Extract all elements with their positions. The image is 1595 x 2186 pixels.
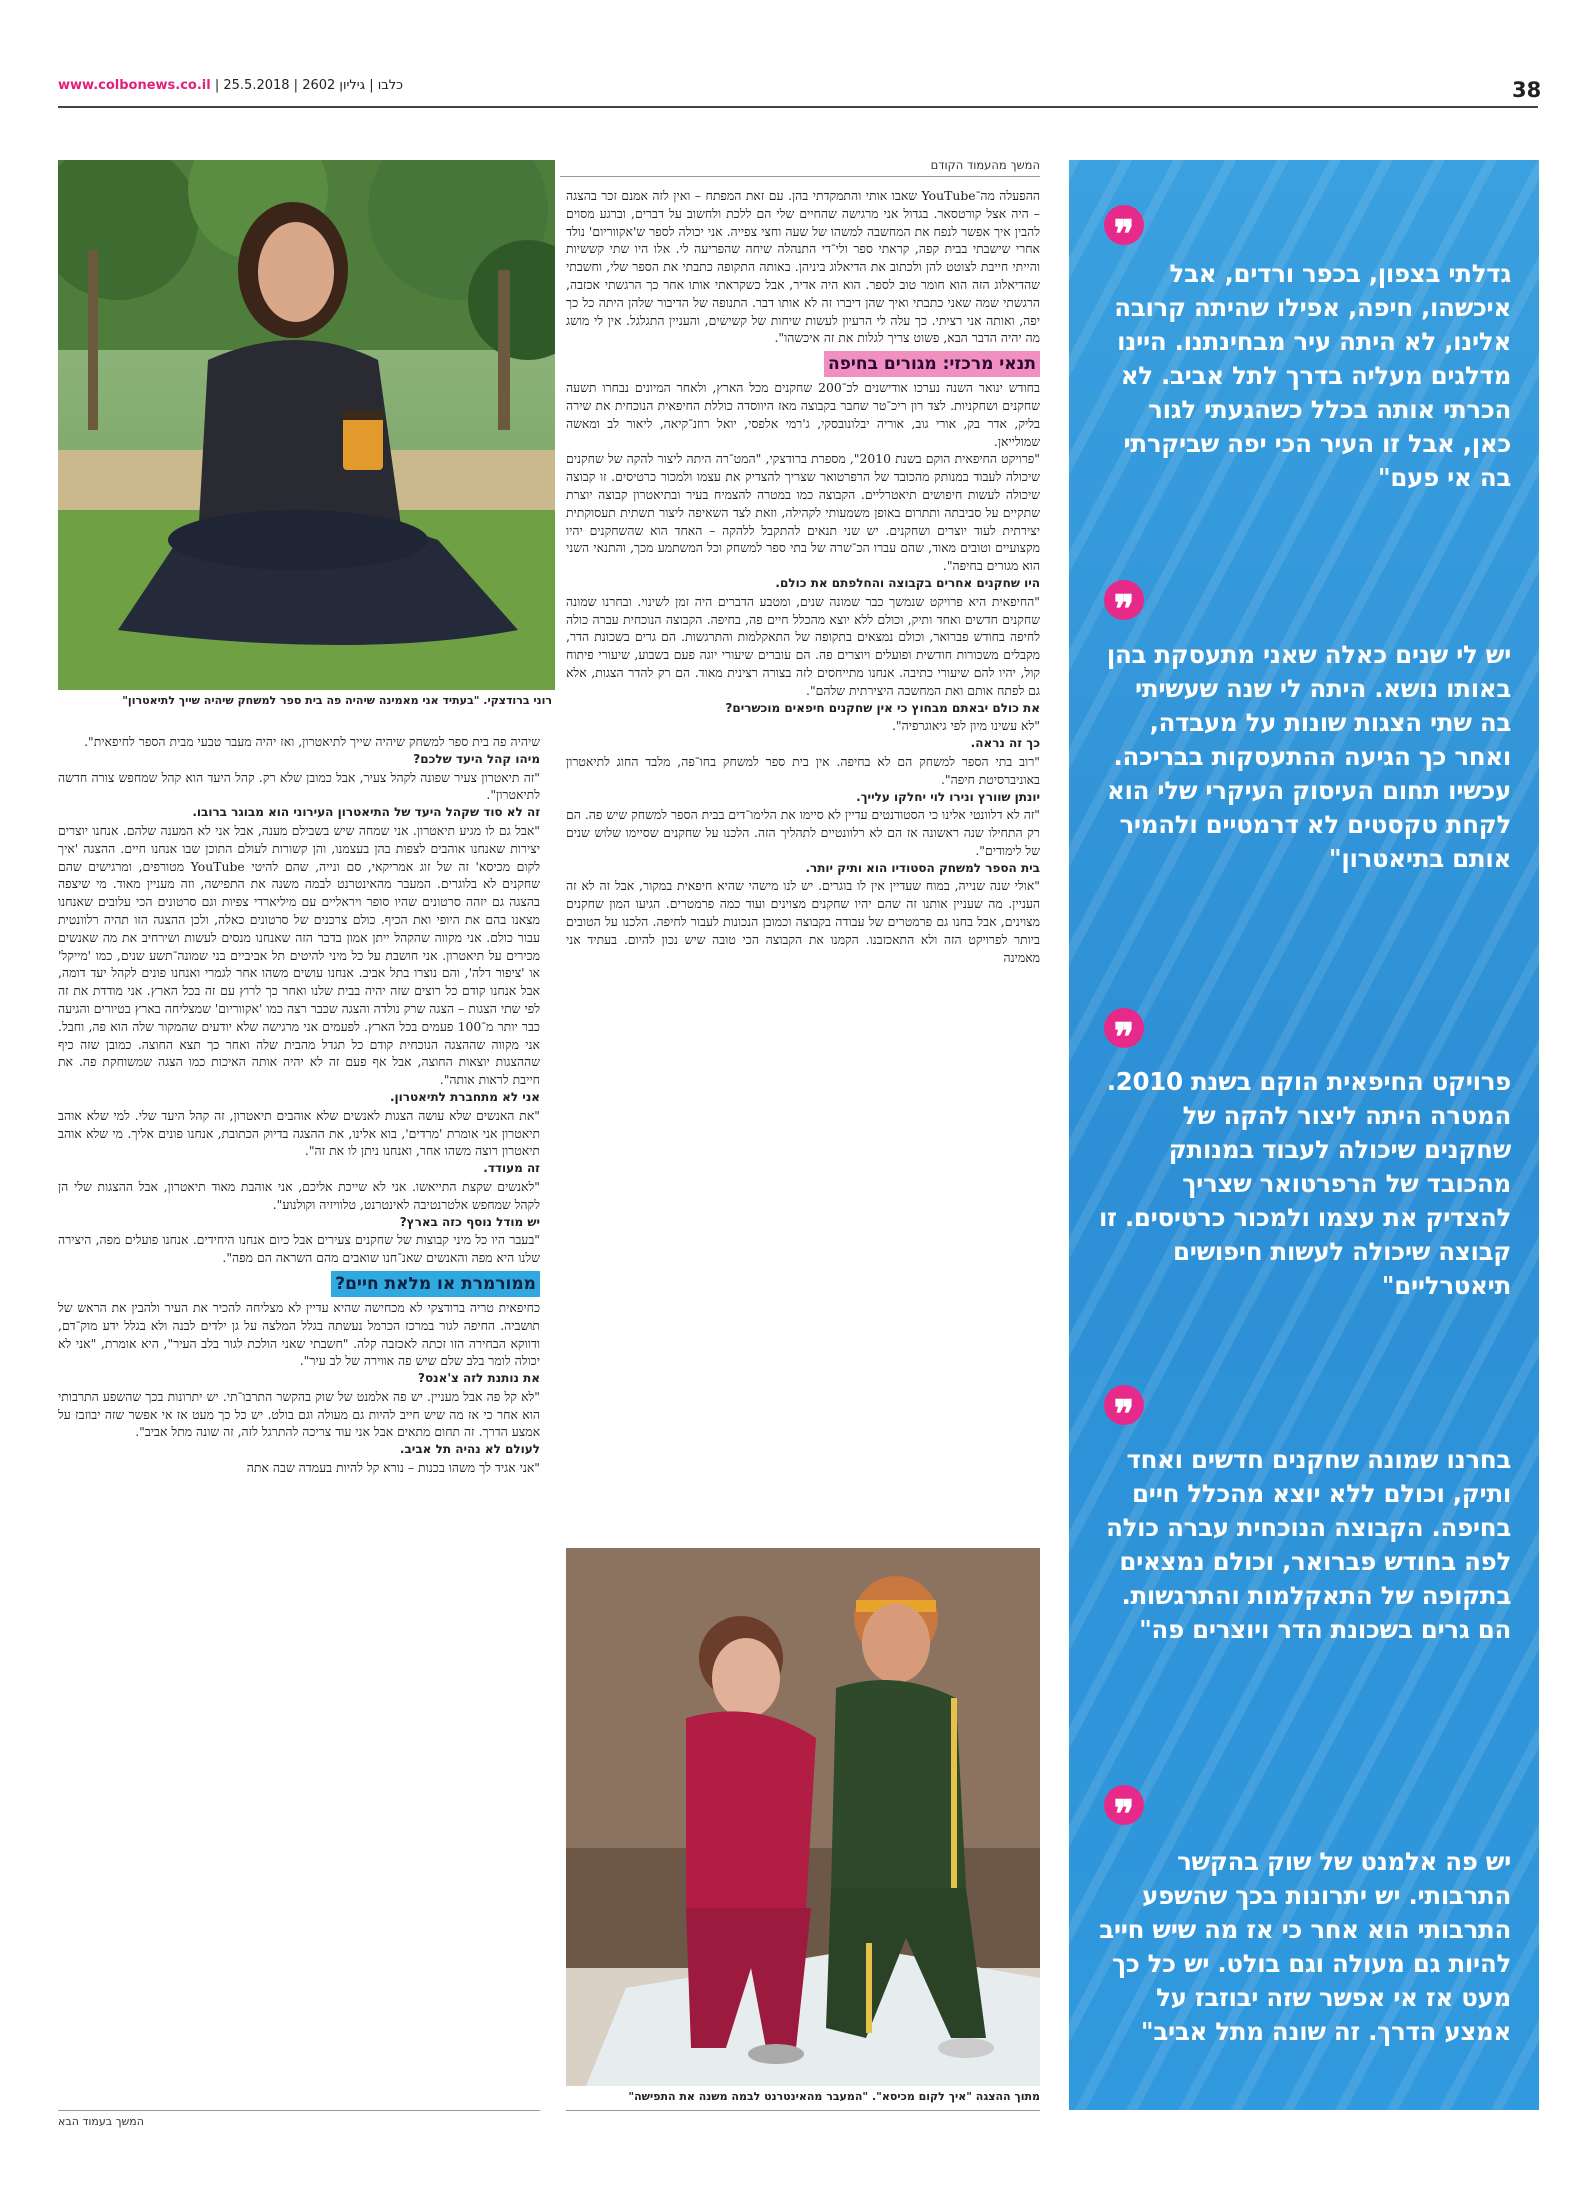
paragraph: "לא עשינו מיון לפי גיאוגרפיה". (891, 718, 1040, 734)
interview-question: כך זה נראה. (970, 736, 1040, 751)
paragraph: כחיפאית טריה ברודצקי לא מכחישה שהיא עדיין לא מצליחה להכיר את העיר ולהבין את הראש של תושביה. החיפה לגור במרכז הכרמל נעשתה בגלל המלצה על גן ילדים לבנה ולא בגלל ידע מוק־דם, ודווקא הבחירה הזו זכתה לאכזבה קלה. "חשבתי שאני הולכת לגור בלב העיר", היא אומרת, "אני לא יכולה לומר בלב שלם שיש פה אווירה של לב עיר". (58, 1299, 540, 1369)
quote-mark-icon: ❞ (1104, 580, 1144, 620)
page-number: 38 (1512, 78, 1542, 102)
play-photo (566, 1548, 1040, 2086)
photo2-caption: מתוך ההצגה "איך לקום מכיסא". "המעבר מהאינטרנט לבמה משנה את התפישה" (628, 2090, 1040, 2103)
interview-question: מיהו קהל היעד שלכם? (413, 751, 540, 766)
paragraph: ההפעלה מה־YouTube שאבו אותי והתמקדתי בהן. עם זאת המפתח – ואין לזה אמנם זכר בהצגה – היה אצל קורטסאר. בגדול אני מרגישה שהחיים שלי הם ללכת ולחשוב על דברים, וברגע מסוים להבין איך אפשר לנפח את המחשבה למשהו של שעה וחצי צפייה. אני יכולה לספר ש'אקווריום' נולד אחרי שישבתי בבית קפה, קראתי ספר ולי־די התנהלה שיחה שהפריעה לי. אלו היו שתי קששיות והייתי חייבת לצוטט להן ולכתוב את הדיאלוג ביניהן. באותה התקופה כתבתי את הספר שלי, וחשבתי שהדיאלוג הזה הוא חומר טוב לספר. הוא היה אדיר, אבל כשקראתי אותו אחר כך הרגשתי אכזבה, הרגשתי שמה שאני כתבתי ואיך שהן דיברו זה לא אותו דבר. התנופה של הדיבור שלהן היתה כל כך יפה, ואותה אני רציתי. כך עלה לי הרעיון לעשות שיחות של קשישים, והעניין התגלגל. אין לי מושג מה יהיה הדבר הבא, פשוט צריך לגלות את זה איכשהו". (566, 188, 1040, 346)
interview-question: את נותנת לזה צ'אנס? (418, 1371, 540, 1386)
pull-quote-column (1069, 160, 1539, 2110)
quote-mark-icon: ❞ (1104, 1008, 1144, 1048)
header-rule (58, 106, 1538, 108)
interview-question: יונתן שוורץ ונירו לוי יחלקו עלייך. (856, 789, 1040, 804)
interview-question: את כולם יבאתם מבחוץ כי אין שחקנים חיפאים מוכשרים? (725, 700, 1040, 715)
footer-rule (58, 2110, 540, 2111)
portrait-photo (58, 160, 555, 690)
paragraph: "אבל גם לו מגיע תיאטרון. אני שמחה שיש בשבילם מענה, אבל אני לא המענה שלהם. אנחנו יוצרים יצירות שאנחנו אוהבים לצפות בהן בעצמנו, והן קשורות לעולם התוכן שבו אנחנו חיים. ההצגה 'איך לקום מכיסא' זה של זוג אמריקאי, סם ונייה, שהם להיטי YouTube מטורפים, ומרגישים שהם שחקנים לא בלוגרים. המעבר מהאינטרנט לבמה משנה את התפישה, וזה מעניין מאוד. מי שיצפה בהצגה גם יזהה סרטונים שהיו סופר ויראליים עם מיליארדי צפיות וגם סרטונים הכי עלובים שאנחנו מצאנו בהם את היופי ואת הכיף. כולם צרכנים של סרטונים כאלה, ולכן ההצגה הזו תהיה רלוונטית עבור כולם. אני מקווה שהקהל ייתן אמון בדבר הזה שאנחנו מנסים לעשות ושירחיב את מה שאנשים מכירים על תיאטרון. אני חושבת על כל מיני להיטים תל אביביים בני שמונה־תשע שנים, כמו 'מייקל' או 'ציפור דלה', והם נוצרו בתל אביב. אנחנו עושים משהו אחר לגמרי ואנחנו פונים לקהל יעד דומה, אבל אנחנו קודם כל רוצים שזה יהיה בבית שלנו ואחר כך לרוץ עם זה בכל הארץ. אני מודדת את זה לפי שתי הצגות – הצגה שרק נולדה והצגה שכבר רצה כמו 'אקווריום' שמצליחה בארץ בטיורים והגיעה כבר יותר מ־100 פעמים בכל הארץ. לפעמים אני מרגישה שלא יודעים שהמקור שלה הוא פה, וחבל. אני מקווה שההצגה הנוכחית קודם כל תגדל מהבית שלה ואחר כך תצא החוצה. כמובן שזה כיף שההצגות יוצאות החוצה, אבל אף פעם זה לא יהיה אותה האיכות כמו הצגה שמשוחקת פה. את חייבת לראות אותה". (58, 822, 540, 1088)
pull-quote-1: גדלתי בצפון, בכפר ורדים, אבל איכשהו, חיפה, אפילו שהיתה קרובה אלינו, לא היתה עיר מבחינתנו. היינו מדלגים מעליה בדרך לתל אביב. לא הכרתי אותה בכלל כשהגעתי לגור כאן, אבל זו העיר הכי יפה שביקרתי בה אי פעם" (1114, 259, 1511, 492)
paragraph: "אולי שנה שנייה, במוח שעדיין אין לו בוגרים. יש לנו מישהי שהיא חיפאית במקור, אבל זה לא זה העניין. מה שעניין אותנו זה שהם יהיו שחקנים מצוינים ועוד כמה פרמטרים. הגיעו המון שחקנים מצוינים, אבל בחנו גם פרמטרים של עבודה בקבוצה וכמובן הנכונות לעבור לחיפה. הלכנו על הטובים ביותר לפרויקט הזה ולא התאכזבנו. הקמנו את הקבוצה הכי טובה שיש נכון להיום. בעתיד אני מאמינה (566, 878, 1040, 965)
pull-quote-3: פרויקט החיפאית הוקם בשנת 2010. המטרה היתה ליצור להקה של שחקנים שיכולה לעבוד במנותק מהכובד של הרפרטואר שצריך להצדיק את עצמו ולמכור כרטיסים. זו קבוצה שיכולה לעשות חיפושים תיאטרליים" (1098, 1067, 1511, 1300)
left-column (58, 733, 540, 2103)
interview-question: לעולם לא נהיה תל אביב. (399, 1442, 540, 1457)
continued-next-label: המשך בעמוד הבא (58, 2115, 144, 2128)
paragraph: "לא קל פה אבל מעניין. יש פה אלמנט של שוק בהקשר התרבו־תי. יש יתרונות בכך שהשפע התרבותי הוא אחר כי אז מה שיש חייב להיות גם מעולה וגם בולט. יש כל כך מעט אז אי אפשר שזה יבוזבז על אמצע הדרך. זה תחום מתאים אבל אני עוד צריכה להתרגל לזה, זה שונה מתל אביב". (58, 1388, 540, 1440)
footer-rule-middle (566, 2110, 1040, 2111)
quote-mark-icon: ❞ (1104, 205, 1144, 245)
paragraph: "בעבר היו כל מיני קבוצות של שחקנים צעירים אבל כיום אנחנו היחידים. אנחנו פועלים מפה, היצירה שלנו היא מפה והאנשים שאנ־חנו שואבים מהם השראה הם מפה". (58, 1232, 540, 1266)
middle-column (566, 187, 1040, 1547)
quote-mark-icon: ❞ (1104, 1385, 1144, 1425)
paragraph: "רוב בתי הספר למשחק הם לא בחיפה. אין בית ספר למשחק בחו־פה, מלבד החוג לתיאטרון באוניברסיטת חיפה". (566, 753, 1040, 787)
paragraph: "זה תיאטרון צעיר שפונה לקהל צעיר, אבל כמובן שלא רק. קהל היעד הוא קהל שמחפש צורה חדשה לתיאטרון". (58, 769, 540, 803)
paragraph: "זה לא דלוונטי אלינו כי הסטודנטים עדיין לא סיימו את הלימו־דים בבית הספר למשחק שיש פה. הם רק התחילו שנה ראשונה אז הם לא רלוונטיים לתהליך הזה. הלכנו על שחקנים שסיימו שלוש שנים של לימודים". (566, 807, 1040, 858)
paragraph: "אני אגיד לך משהו בכנות – נורא קל להיות בעמדה שבה אתה (246, 1460, 540, 1476)
quote-mark-icon: ❞ (1104, 1785, 1144, 1825)
issue-meta: | כלבו | גיליון 2602 | 25.5.2018 (214, 78, 404, 93)
interview-question: זה מעודד. (483, 1161, 540, 1176)
paragraph: "פרויקט החיפאית הוקם בשנת 2010", מספרת ברודצקי, "המט־רה היתה ליצור להקה של שחקנים שיכולה לעבוד במנותק מהכובד של הרפרטואר שצריך להצדיק את עצמו ולמכור כרטיסים. זו קבוצה שיכולה לעשות חיפושים תיאטרליים. הקבוצה כמו במטרה להצמיח בעיר ובתיאטרון קבוצה יוצרת שתקיים על סביבתה ותתרום באופן משמעותי לקהילה, וזאת לצד השאיפה ליצור תשתית תעסוקתית יצירתית לעוד יוצרים ושחקנים. יש שני תנאים להתקבל ללהקה – האחד הוא שהשחקנים יהיו מקצועיים וטובים מאוד, שהם עברו הכ־שרה של בתי ספר למשחק וכל המשתמע מכך, והתנאי השני הוא מגורים בחיפה". (566, 451, 1040, 574)
paragraph: "את האנשים שלא עושה הצגות לאנשים שלא אוהבים תיאטרון, זה קהל היעד שלי. למי שלא אוהב תיאטרון אני אומרת 'מרדים', בוא אלינו, את ההצגה בדיוק הכתובת, אנחנו פונים אליך. מי שלא אוהב תיאטרון רוצה משהו אחר, ואנחנו ניתן לו את זה". (58, 1107, 540, 1159)
continued-from-label: המשך מהעמוד הקודם (560, 158, 1040, 177)
interview-question: בית הספר למשחק הסטודיו הוא ותיק יותר. (805, 860, 1040, 875)
pull-quote-4: בחרנו שמונה שחקנים חדשים ואחד ותיק, וכולם ללא יוצא מהכלל חיים בחיפה. הקבוצה הנוכחית עברה כולה לפה בחודש פברואר, וכולם נמצאים בתקופה של התאקלמות והתרגשות. הם גרים בשכונת הדר ויוצרים פה" (1106, 1445, 1511, 1644)
interview-question: היו שחקנים אחרים בקבוצה והחלפתם את כולם. (775, 575, 1040, 590)
site-url[interactable]: www.colbonews.co.il (58, 78, 211, 93)
interview-question: אני לא מתחברת לתיאטרון. (390, 1089, 540, 1104)
paragraph: בחודש ינואר השנה נערכו אודישנים לכ־200 שחקנים מכל הארץ, ולאחר המיונים נבחרו תשעה שחקנים ושחקניות. לצד רון ריכ־טר שחבר בקבוצה מאז היווסדה כוללת החיפאית הנוכחית את שירה בליק, אדר בק, אורי גוב, אוריה יבלונובסקי, ג'רמי אלפסי, יואל רוזנ־קיאה, ליאור לב ומאשה שמולייאן. (566, 380, 1040, 449)
paragraph: "לאנשים שקצת התייאשו. אני לא שייכת אליכם, אני אוהבת מאוד תיאטרון, אבל ההצגות שלי הן לקהל שמחפש אלטרנטיבה לאינטרנט, טלוויזיה וקולנוע". (58, 1178, 540, 1212)
pull-quote-5: יש פה אלמנט של שוק בהקשר התרבותי. יש יתרונות בכך שהשפע התרבותי הוא אחר כי אז מה שיש חייב להיות גם מעולה וגם בולט. יש כל כך מעט אז אי אפשר שזה יבוזבז על אמצע הדרך. זה שונה מתל אביב" (1099, 1847, 1511, 2046)
pull-quote-2: יש לי שנים כאלה שאני מתעסקת בהן באותו נושא. היתה לי שנה שעשיתי בה שתי הצגות שונות על מעבדה, ואחר כך הגיעה ההתעסקות בבריכה. עכשיו תחום העיסוק העיקרי שלי הוא לקחת טקסטים לא דרמטיים ולהמיר אותם בתיאטרון" (1106, 640, 1511, 873)
subheading-embittered: ממורמרת או מלאת חיים? (331, 1271, 540, 1297)
paragraph: "החיפאית היא פרויקט שנמשך כבר שמונה שנים, ומטבע הדברים היה זמן לשינוי. ובחרנו שמונה שחקנים חדשים ואחד ותיק, וכולם ללא יוצא מהכלל חיים פה, בחיפה. הקבוצה הנוכחית עברה כולה לחיפה בחודש פברואר, וכולם נמצאים בתקופה של התאקלמות והתרגשות. הם גרים בשכונת הדר, מקבלים משכורות חודשית ופועלים ויוצרים פה. הם עוברים שיעורי יוגה פעם בשבוע, שיעורי פיתוח קול, יהיו להם שיעורי כתיבה. אנחנו מתייחסים לזה בצורה רצינית מאוד. הם רק להדר הצגות, אלא גם לפתח אותם ואת המחשבה היצירתית שלהם". (566, 593, 1040, 698)
header-dateline (58, 78, 403, 93)
interview-question: זה לא סוד שקהל היעד של התיאטרון העירוני הוא מבוגר ברובו. (192, 805, 540, 820)
interview-question: יש מודל נוסף כזה בארץ? (399, 1214, 540, 1229)
paragraph: שיהיה פה בית ספר למשחק שיהיה שייך לתיאטרון, ואז יהיה מעבר טבעי מבית הספר לחיפאית". (84, 734, 540, 749)
photo1-caption: רוני ברודצקי. "בעתיד אני מאמינה שיהיה פה בית ספר למשחק שיהיה שייך לתיאטרון" (122, 694, 552, 707)
subheading-haifa: תנאי מרכזי: מגורים בחיפה (824, 351, 1040, 377)
